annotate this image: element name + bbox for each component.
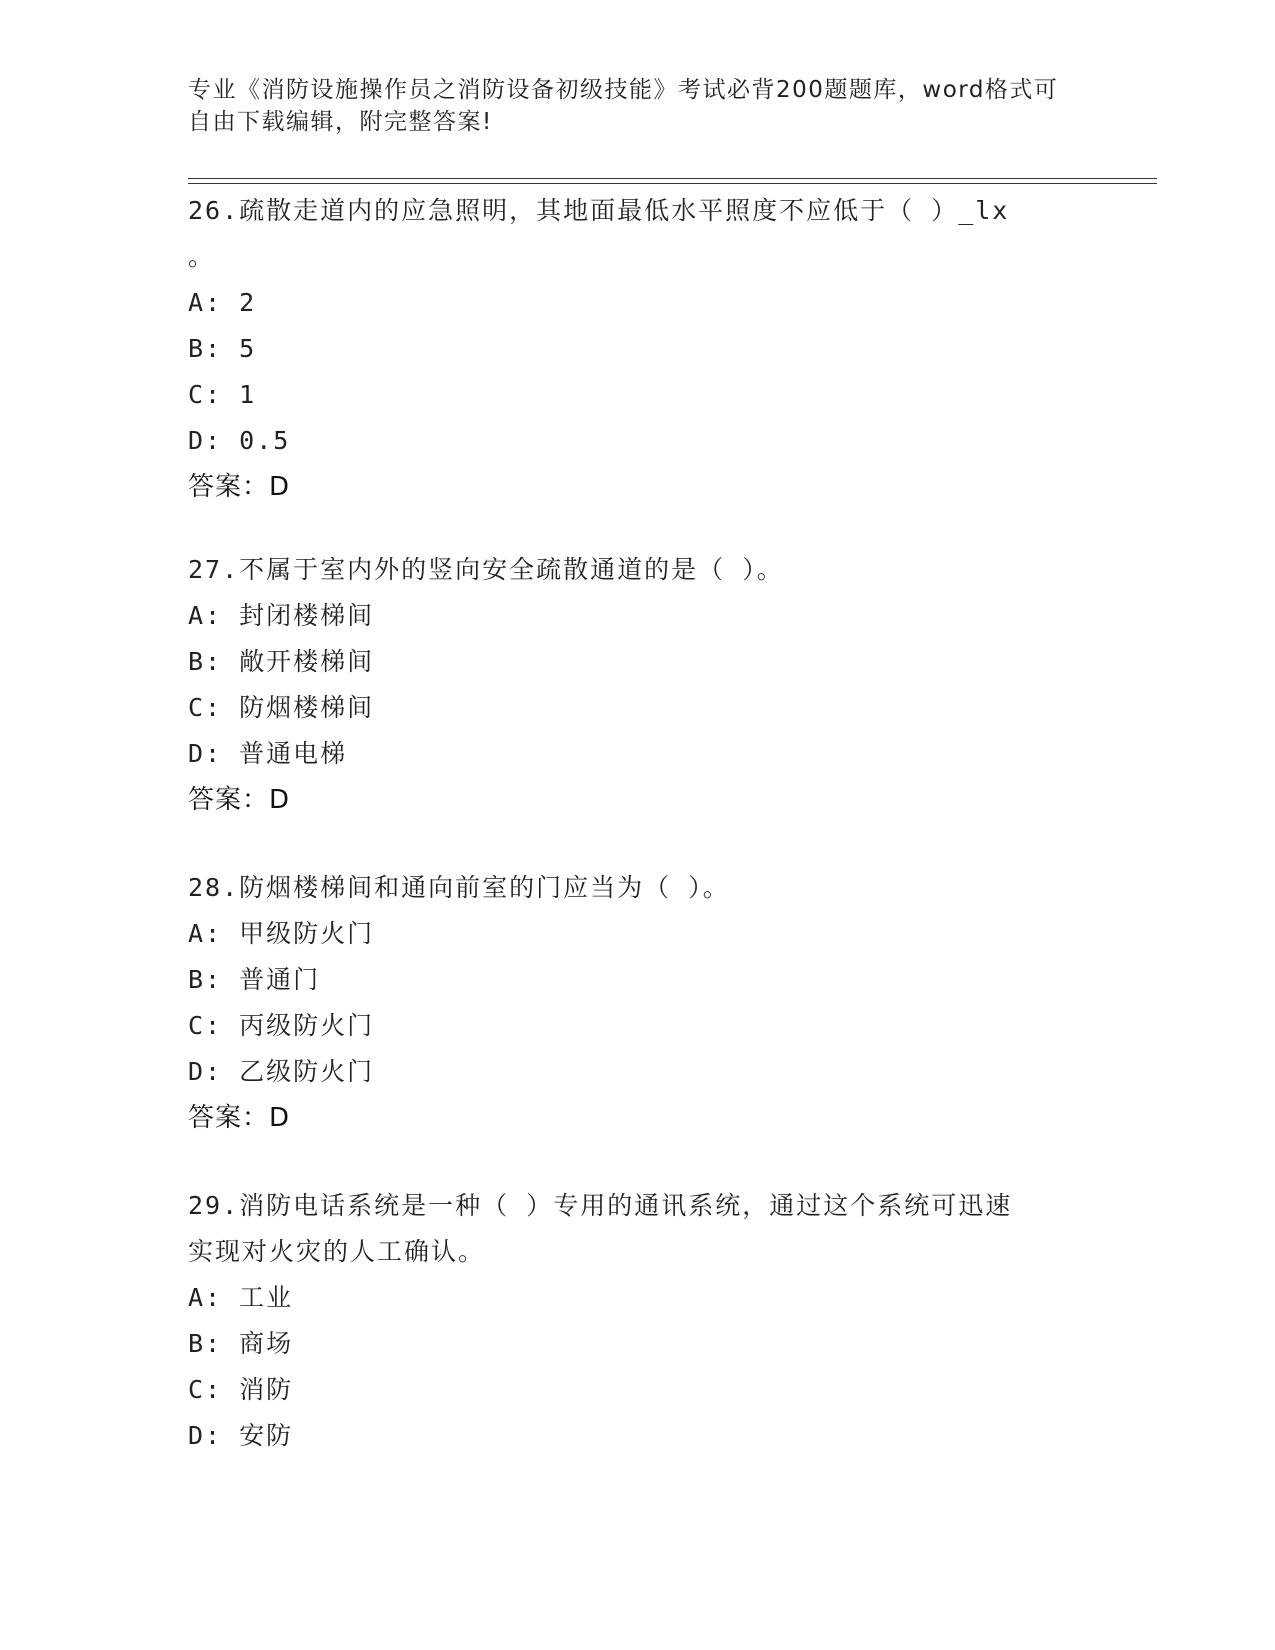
question-stem-line-2: 实现对火灾的人工确认。	[188, 1237, 486, 1266]
answer: 答案：D	[188, 1103, 291, 1133]
option-a: A: 甲级防火门	[188, 919, 375, 948]
option-c: C: 消防	[188, 1375, 294, 1404]
question-stem-line-1: 29.消防电话系统是一种（ ）专用的通讯系统，通过这个系统可迅速	[188, 1191, 1013, 1220]
question-27	[188, 547, 1088, 823]
question-stem	[188, 1183, 1088, 1275]
option-a: A: 2	[188, 288, 257, 317]
question-29	[188, 1183, 1088, 1459]
option-a: A: 封闭楼梯间	[188, 601, 375, 630]
option-c: C: 1	[188, 380, 257, 409]
question-26	[188, 188, 1088, 510]
option-b: B: 敞开楼梯间	[188, 647, 375, 676]
option-b: B: 普通门	[188, 965, 321, 994]
header-divider-top	[188, 178, 1157, 179]
question-stem-line-2: 。	[188, 242, 216, 271]
question-28	[188, 865, 1088, 1141]
option-d: D: 0.5	[188, 426, 291, 455]
option-b: B: 5	[188, 334, 257, 363]
option-c: C: 防烟楼梯间	[188, 693, 375, 722]
question-stem	[188, 865, 1088, 911]
question-stem-line-1: 27.不属于室内外的竖向安全疏散通道的是（ ）。	[188, 555, 784, 584]
question-stem	[188, 547, 1088, 593]
header-line-2: 自由下载编辑，附完整答案!	[188, 109, 493, 135]
header-divider-bottom	[188, 183, 1157, 184]
option-d: D: 安防	[188, 1421, 294, 1450]
document-header	[188, 74, 1068, 138]
option-a: A: 工业	[188, 1283, 294, 1312]
option-b: B: 商场	[188, 1329, 294, 1358]
answer: 答案：D	[188, 472, 291, 502]
answer: 答案：D	[188, 785, 291, 815]
question-stem	[188, 188, 1088, 280]
option-d: D: 乙级防火门	[188, 1057, 375, 1086]
question-stem-line-1: 28.防烟楼梯间和通向前室的门应当为（ ）。	[188, 873, 730, 902]
option-c: C: 丙级防火门	[188, 1011, 375, 1040]
option-d: D: 普通电梯	[188, 739, 348, 768]
header-line-1: 专业《消防设施操作员之消防设备初级技能》考试必背200题题库，word格式可	[188, 77, 1059, 103]
question-stem-line-1: 26.疏散走道内的应急照明，其地面最低水平照度不应低于（ ）_lx	[188, 196, 1010, 225]
